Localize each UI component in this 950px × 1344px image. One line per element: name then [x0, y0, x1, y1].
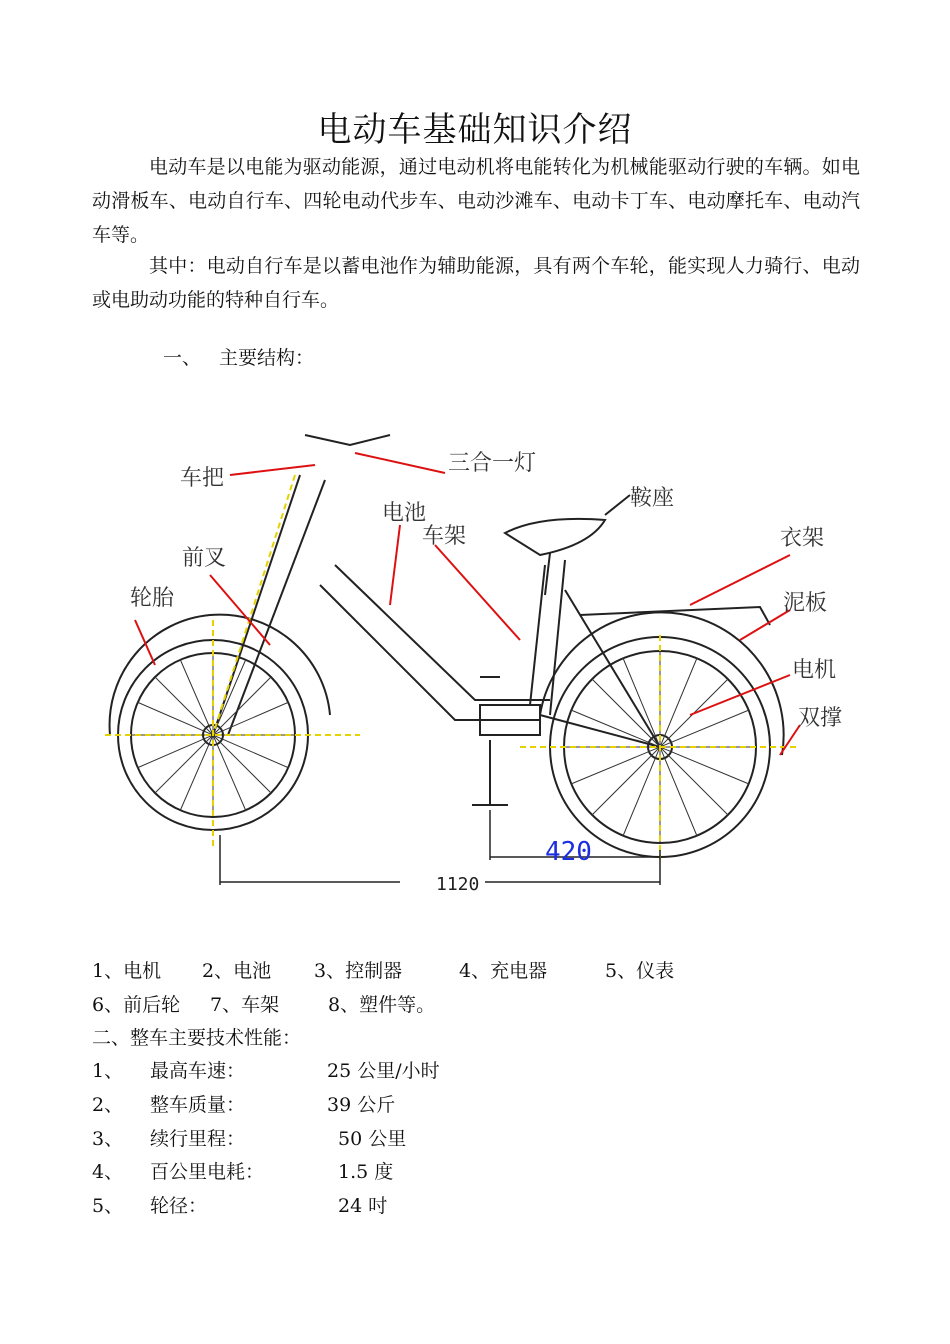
- saddle: [505, 519, 605, 555]
- section-2-heading: 二、整车主要技术性能：: [92, 1027, 302, 1049]
- label-tire: 轮胎: [130, 586, 175, 611]
- component-item: 5、仪表: [605, 960, 675, 982]
- spec-number: 4、: [92, 1161, 124, 1183]
- component-item: 1、电机: [92, 960, 162, 982]
- spec-name: 续行里程：: [150, 1128, 246, 1150]
- dimension-420: 420: [545, 837, 592, 867]
- section-1-heading: [163, 343, 314, 370]
- rear-fender: [540, 612, 784, 755]
- spec-value: 39 公斤: [327, 1094, 396, 1116]
- page-title: 电动车基础知识介绍: [317, 110, 633, 150]
- intro-paragraph-1: 电动车是以电能为驱动能源，通过电动机将电能转化为机械能驱动行驶的车辆。如电动滑板车、电动自行车、四轮电动代步车、电动沙滩车、电动卡丁车、电动摩托车、电动汽车等。: [92, 156, 860, 246]
- handlebar: [305, 435, 390, 445]
- frame-seat-tube: [530, 565, 545, 705]
- label-rack: 衣架: [780, 526, 825, 551]
- dimension-1120: 1120: [436, 874, 480, 895]
- component-item: 7、车架: [210, 994, 280, 1016]
- rear-rack: [580, 607, 770, 625]
- component-item: 3、控制器: [314, 960, 403, 982]
- spec-number: 1、: [92, 1060, 124, 1082]
- label-handlebar: 车把: [180, 466, 225, 491]
- spec-number: 5、: [92, 1195, 124, 1217]
- section-1-title: 主要结构：: [219, 347, 315, 369]
- spec-value: 1.5 度: [338, 1161, 394, 1183]
- spec-name: 整车质量：: [150, 1094, 246, 1116]
- component-item: 8、塑件等。: [328, 994, 436, 1016]
- label-fender: 泥板: [783, 591, 828, 616]
- label-kickstand: 双撑: [798, 706, 843, 731]
- section-1-number: 一、: [163, 347, 202, 369]
- components-row-2: [92, 990, 435, 1017]
- spec-value: 25 公里/小时: [327, 1060, 440, 1082]
- label-fork: 前叉: [182, 546, 227, 571]
- label-motor: 电机: [792, 658, 837, 683]
- component-item: 4、充电器: [459, 960, 548, 982]
- spec-name: 最高车速：: [150, 1060, 246, 1082]
- bike-structure-diagram: [100, 415, 860, 905]
- intro-paragraph-2: 其中：电动自行车是以蓄电池作为辅助能源，具有两个车轮，能实现人力骑行、电动或电助动功能的特种自行车。: [92, 255, 860, 311]
- label-battery: 电池: [382, 501, 427, 526]
- component-item: 2、电池: [202, 960, 272, 982]
- spec-value: 24 吋: [338, 1195, 388, 1217]
- label-light: 三合一灯: [448, 451, 537, 476]
- spec-number: 2、: [92, 1094, 124, 1116]
- spec-name: 轮径：: [150, 1195, 208, 1217]
- label-frame: 车架: [422, 524, 467, 549]
- spec-number: 3、: [92, 1128, 124, 1150]
- component-item: 6、前后轮: [92, 994, 181, 1016]
- label-saddle: 鞍座: [630, 486, 675, 511]
- components-row-1: [92, 956, 674, 983]
- spec-name: 百公里电耗：: [150, 1161, 265, 1183]
- spec-value: 50 公里: [338, 1128, 407, 1150]
